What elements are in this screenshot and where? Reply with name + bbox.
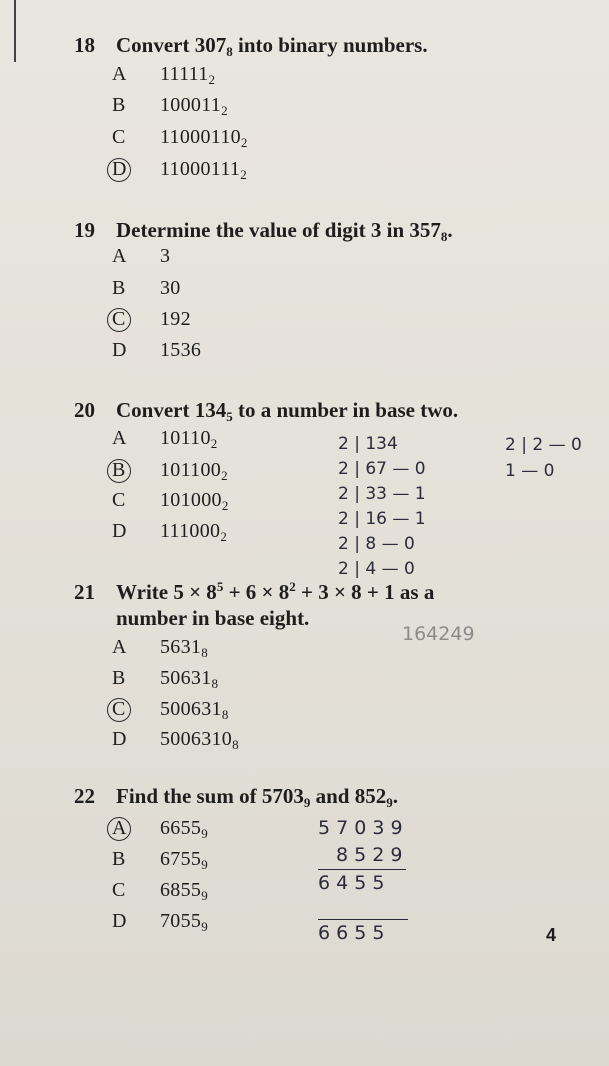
work-row: 8 5 2 9 bbox=[318, 842, 406, 870]
answer-circle bbox=[107, 698, 131, 722]
option-20-a[interactable] bbox=[112, 427, 217, 452]
option-value: 7055 bbox=[160, 910, 202, 932]
option-letter: C bbox=[112, 126, 126, 148]
question-text: and 852 bbox=[310, 784, 387, 808]
base-subscript: 8 bbox=[226, 44, 233, 59]
work-row: 2 | 8 — 0 bbox=[338, 534, 415, 554]
option-21-b[interactable] bbox=[112, 667, 218, 692]
option-letter: D bbox=[112, 728, 127, 750]
option-base: 8 bbox=[221, 707, 229, 722]
option-letter: B bbox=[112, 94, 126, 116]
option-letter: A bbox=[112, 817, 127, 839]
option-value: 11000110 bbox=[160, 126, 241, 148]
option-letter: C bbox=[112, 879, 126, 901]
option-value: 5631 bbox=[160, 636, 202, 658]
question-number: 22 bbox=[74, 784, 95, 808]
page-number: 4 bbox=[546, 925, 557, 945]
base-subscript: 9 bbox=[386, 795, 393, 810]
question-number: 20 bbox=[74, 398, 95, 422]
question-text-end: into binary numbers. bbox=[232, 33, 428, 57]
option-22-b[interactable] bbox=[112, 848, 208, 873]
option-value: 11111 bbox=[160, 63, 209, 85]
option-20-c[interactable] bbox=[112, 489, 228, 514]
option-base: 8 bbox=[211, 676, 218, 691]
option-22-a[interactable] bbox=[112, 817, 208, 842]
option-letter: D bbox=[112, 158, 127, 180]
question-21 bbox=[74, 579, 434, 605]
option-base: 9 bbox=[201, 888, 208, 903]
question-text-end: to a number in base two. bbox=[232, 398, 459, 422]
option-18-c[interactable] bbox=[112, 126, 247, 151]
question-text-end: . bbox=[447, 218, 453, 242]
option-value: 1536 bbox=[160, 339, 202, 361]
work-row: 2 | 2 — 0 bbox=[505, 435, 582, 455]
work-row: 5 7 0 3 9 bbox=[318, 817, 403, 839]
option-22-d[interactable] bbox=[112, 910, 208, 935]
question-text: Determine the value of digit 3 in 357 bbox=[116, 218, 441, 242]
question-text: + 6 × 8 bbox=[223, 580, 290, 604]
option-value: 30 bbox=[160, 277, 181, 299]
option-20-b[interactable] bbox=[112, 459, 228, 484]
option-18-a[interactable] bbox=[112, 63, 215, 88]
work-row: 2 | 33 — 1 bbox=[338, 484, 426, 504]
question-text-end: . bbox=[392, 784, 398, 808]
option-19-d[interactable] bbox=[112, 339, 201, 362]
option-value: 101100 bbox=[160, 459, 222, 481]
option-letter: A bbox=[112, 636, 127, 658]
question-18 bbox=[74, 33, 428, 60]
answer-circle bbox=[107, 308, 131, 332]
work-row: 2 | 134 bbox=[338, 434, 398, 454]
option-19-c[interactable] bbox=[112, 308, 191, 331]
option-21-a[interactable] bbox=[112, 636, 208, 661]
option-base: 8 bbox=[232, 737, 239, 752]
option-letter: A bbox=[112, 427, 127, 449]
option-value: 111000 bbox=[160, 520, 221, 542]
option-value: 6855 bbox=[160, 879, 202, 901]
option-base: 2 bbox=[210, 436, 218, 451]
option-value: 5006310 bbox=[160, 728, 233, 750]
option-base: 2 bbox=[240, 167, 247, 182]
option-22-c[interactable] bbox=[112, 879, 208, 904]
question-21-line-2 bbox=[116, 606, 309, 631]
option-letter: A bbox=[112, 245, 127, 267]
option-19-a[interactable] bbox=[112, 245, 170, 268]
work-row: 2 | 4 — 0 bbox=[338, 559, 415, 579]
option-base: 2 bbox=[220, 529, 227, 544]
option-18-b[interactable] bbox=[112, 94, 228, 119]
option-base: 2 bbox=[221, 468, 228, 483]
work-row: 1 — 0 bbox=[505, 461, 555, 481]
question-20 bbox=[74, 398, 458, 425]
answer-circle bbox=[107, 459, 131, 483]
option-letter: C bbox=[112, 698, 126, 720]
margin-bar bbox=[14, 0, 16, 62]
answer-circle bbox=[107, 817, 131, 841]
option-letter: B bbox=[112, 848, 126, 870]
option-value: 6655 bbox=[160, 817, 202, 839]
base-subscript: 5 bbox=[226, 409, 233, 424]
question-text: Find the sum of 5703 bbox=[116, 784, 304, 808]
exponent: 5 bbox=[216, 579, 224, 594]
option-letter: C bbox=[112, 489, 126, 511]
base-subscript: 8 bbox=[440, 229, 448, 244]
work-row: 2 | 16 — 1 bbox=[338, 509, 426, 529]
option-base: 9 bbox=[201, 826, 208, 841]
option-value: 6755 bbox=[160, 848, 202, 870]
option-letter: D bbox=[112, 339, 127, 361]
question-text: + 3 × 8 + 1 as a bbox=[295, 580, 435, 604]
option-value: 3 bbox=[160, 245, 171, 267]
option-value: 192 bbox=[160, 308, 191, 330]
option-letter: B bbox=[112, 277, 126, 299]
option-letter: B bbox=[112, 667, 126, 689]
exponent: 2 bbox=[289, 579, 296, 594]
option-letter: D bbox=[112, 910, 127, 932]
work-row: 6 4 5 5 bbox=[318, 872, 385, 894]
option-base: 8 bbox=[201, 645, 208, 660]
option-value: 101000 bbox=[160, 489, 222, 511]
option-21-d[interactable] bbox=[112, 728, 239, 753]
answer-circle bbox=[107, 158, 131, 182]
option-base: 2 bbox=[240, 135, 248, 150]
option-value: 11000111 bbox=[160, 158, 241, 180]
question-text: Convert 307 bbox=[116, 33, 227, 57]
question-number: 19 bbox=[74, 218, 95, 242]
q20-working bbox=[338, 432, 426, 582]
option-value: 500631 bbox=[160, 698, 222, 720]
option-base: 2 bbox=[221, 498, 229, 513]
option-letter: C bbox=[112, 308, 126, 330]
option-base: 2 bbox=[221, 103, 228, 118]
question-text: Write 5 × 8 bbox=[116, 580, 217, 604]
option-base: 9 bbox=[201, 857, 208, 872]
q20-side-working bbox=[505, 432, 582, 484]
q22-working bbox=[318, 815, 408, 947]
base-subscript: 9 bbox=[303, 795, 311, 810]
option-letter: B bbox=[112, 459, 126, 481]
option-letter: A bbox=[112, 63, 127, 85]
option-21-c[interactable] bbox=[112, 698, 228, 723]
option-20-d[interactable] bbox=[112, 520, 227, 545]
work-row: 6 6 5 5 bbox=[318, 919, 408, 947]
option-letter: D bbox=[112, 520, 127, 542]
question-text: Convert 134 bbox=[116, 398, 227, 422]
question-text: number in base eight. bbox=[116, 606, 310, 630]
q21-handwritten-note: 164249 bbox=[402, 623, 475, 645]
option-value: 100011 bbox=[160, 94, 222, 116]
work-row: 2 | 67 — 0 bbox=[338, 459, 426, 479]
question-number: 18 bbox=[74, 33, 95, 57]
question-number: 21 bbox=[74, 580, 95, 604]
question-19 bbox=[74, 218, 453, 245]
option-value: 50631 bbox=[160, 667, 212, 689]
option-19-b[interactable] bbox=[112, 277, 181, 300]
question-22 bbox=[74, 784, 398, 811]
option-value: 10110 bbox=[160, 427, 211, 449]
option-18-d[interactable] bbox=[112, 158, 247, 183]
option-base: 2 bbox=[208, 72, 216, 87]
option-base: 9 bbox=[201, 919, 208, 934]
